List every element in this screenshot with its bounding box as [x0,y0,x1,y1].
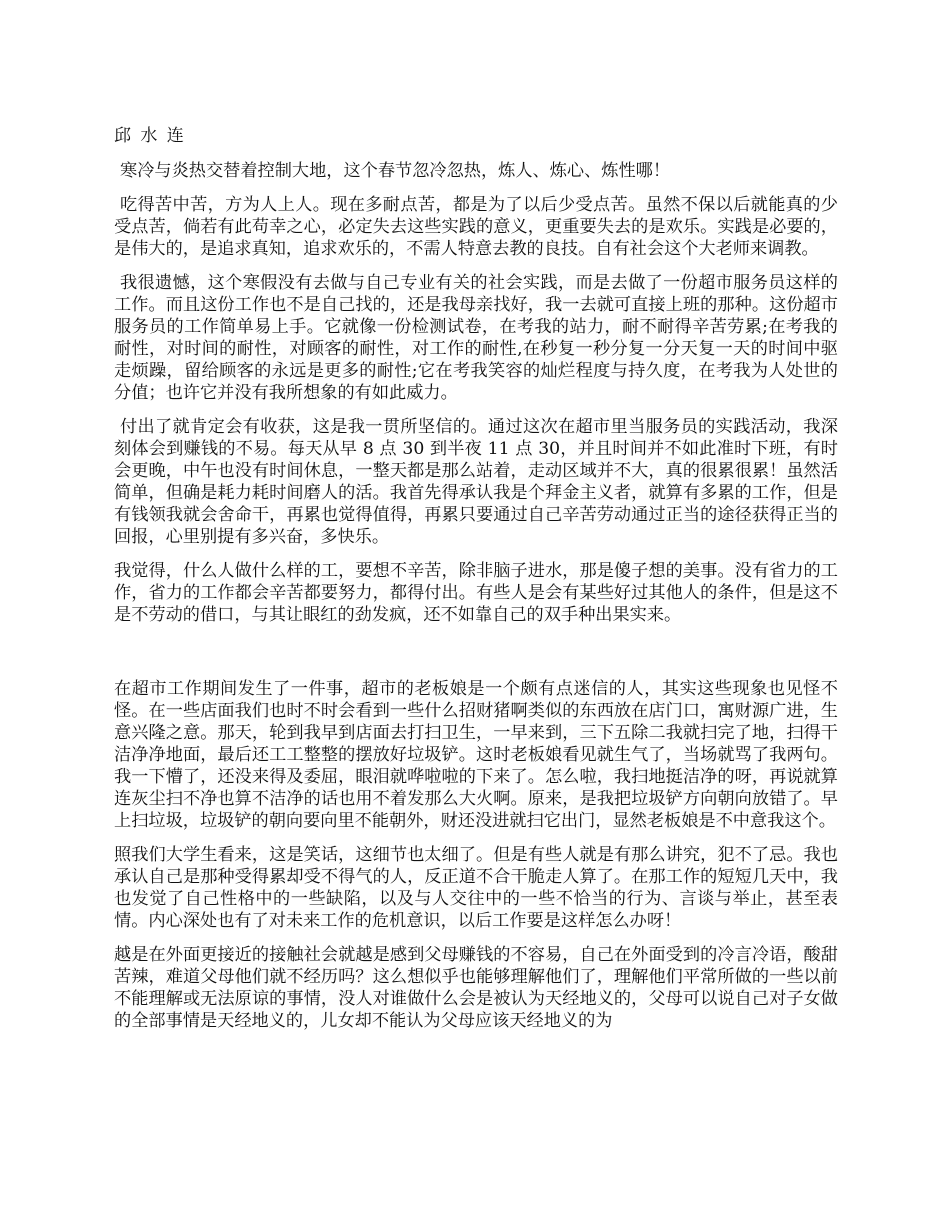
document-page [114,125,838,1044]
paragraph-6: 在超市工作期间发生了一件事，超市的老板娘是一个颇有点迷信的人，其实这些现象也见怪不怪。在一些店面我们也时不时会看到一些什么招财猪啊类似的东西放在店门口，寓财源广进，生意兴隆之意。那天，轮到我早到店面去打扫卫生，一早来到，三下五除二我就扫完了地，扫得干洁净净地面，最后还工工整整的摆放好垃圾铲。这时老板娘看见就生气了，当场就骂了我两句。我一下懵了，还没来得及委屈，眼泪就哗啦啦的下来了。怎么啦，我扫地挺洁净的呀，再说就算连灰尘扫不净也算不洁净的话也用不着发那么大火啊。原来，是我把垃圾铲方向朝向放错了。早上扫垃圾，垃圾铲的朝向要向里不能朝外，财还没进就扫它出门，显然老板娘是不中意我这个。 [114,679,838,831]
author-name: 邱 水 连 [114,126,186,146]
section-gap [114,638,838,678]
paragraph-4: 付出了就肯定会有收获，这是我一贯所坚信的。通过这次在超市里当服务员的实践活动，我深刻体会到赚钱的不易。每天从早 8 点 30 到半夜 11 点 30，并且时间并不如此准时下班，有时会更晚，中午也没有时间休息，一整天都是那么站着，走动区域并不大，真的很累很累！虽然活简单，但确是耗力耗时间磨人的活。我首先得承认我是个拜金主义者，就算有多累的工作，但是有钱领我就会舍命干，再累也觉得值得，再累只要通过自己辛苦劳动通过正当的途径获得正当的回报，心里别提有多兴奋，多快乐。 [114,417,838,547]
paragraph-8: 越是在外面更接近的接触社会就越是感到父母赚钱的不容易，自己在外面受到的冷言冷语，酸甜苦辣，难道父母他们就不经历吗？这么想似乎也能够理解他们了，理解他们平常所做的一些以前不能理解或无法原谅的事情，没人对谁做什么会是被认为天经地义的，父母可以说自己对子女做的全部事情是天经地义的，儿女却不能认为父母应该天经地义的为 [114,945,838,1031]
paragraph-1: 寒冷与炎热交替着控制大地，这个春节忽冷忽热，炼人、炼心、炼性哪！ [120,161,671,181]
paragraph-7: 照我们大学生看来，这是笑话，这细节也太细了。但是有些人就是有那么讲究，犯不了忌。我也承认自己是那种受得累却受不得气的人，反正道不合干脆走人算了。在那工作的短短几天中，我也发觉了自己性格中的一些缺陷，以及与人交往中的一些不恰当的行为、言谈与举止，甚至表情。内心深处也有了对未来工作的危机意识，以后工作要是这样怎么办呀！ [114,845,838,931]
paragraph-2: 吃得苦中苦，方为人上人。现在多耐点苦，都是为了以后少受点苦。虽然不保以后就能真的少受点苦，倘若有此苟幸之心，必定失去这些实践的意义，更重要失去的是欢乐。实践是必要的，是伟大的，是追求真知，追求欢乐的，不需人特意去教的良技。自有社会这个大老师来调教。 [114,195,838,259]
paragraph-3: 我很遗憾，这个寒假没有去做与自己专业有关的社会实践，而是去做了一份超市服务员这样的工作。而且这份工作也不是自己找的，还是我母亲找好，我一去就可直接上班的那种。这份超市服务员的工作简单易上手。它就像一份检测试卷，在考我的站力，耐不耐得辛苦劳累;在考我的耐性，对时间的耐性，对顾客的耐性，对工作的耐性,在秒复一秒分复一分天复一天的时间中驱走烦躁，留给顾客的永远是更多的耐性;它在考我笑容的灿烂程度与持久度，在考我为人处世的分值；也许它并没有我所想象的有如此威力。 [114,273,838,403]
paragraph-5: 我觉得，什么人做什么样的工，要想不辛苦，除非脑子进水，那是傻子想的美事。没有省力的工作，省力的工作都会辛苦都要努力，都得付出。有些人是会有某些好过其他人的条件，但是这不是不劳动的借口，与其让眼红的劲发疯，还不如靠自己的双手种出果实来。 [114,561,838,625]
